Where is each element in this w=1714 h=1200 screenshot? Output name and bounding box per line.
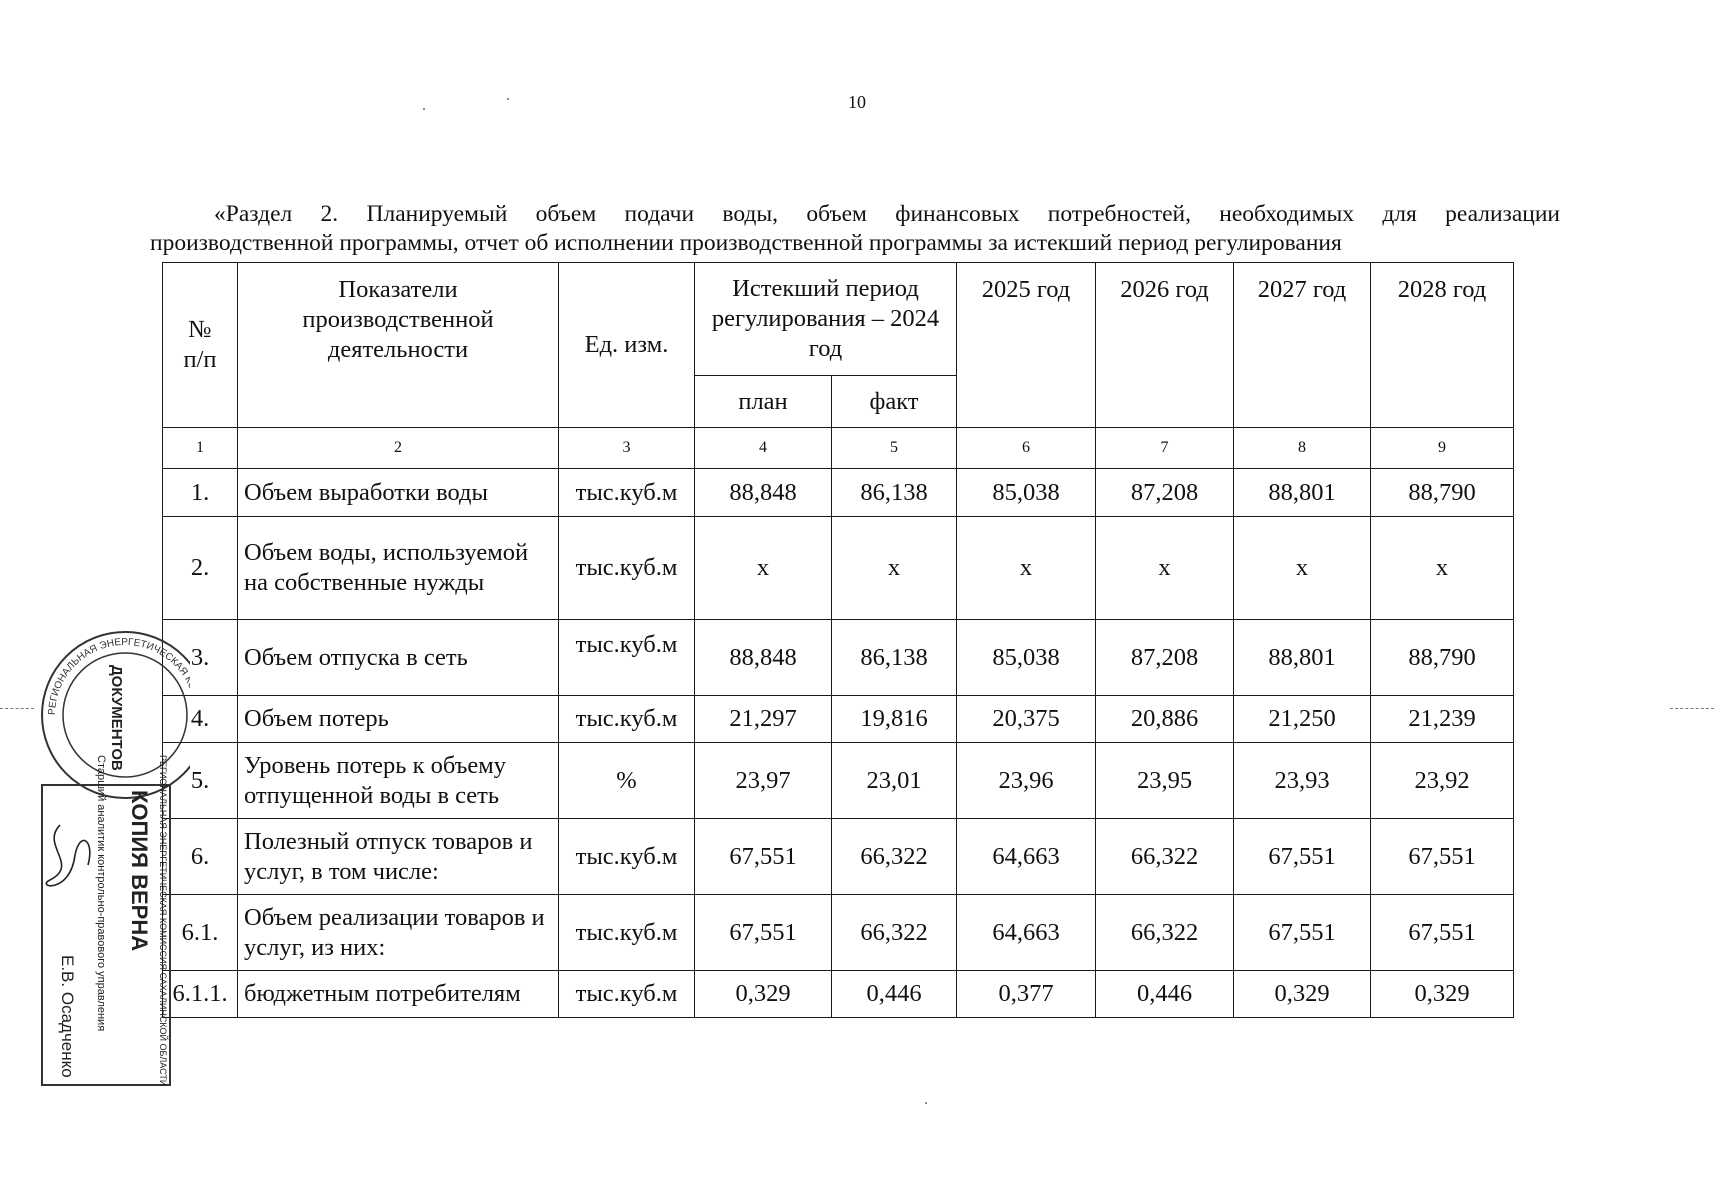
value-cell: 85,038: [957, 620, 1096, 696]
page-number: 10: [848, 92, 866, 112]
value-cell: 67,551: [1234, 819, 1371, 895]
header-year-2026: [1096, 263, 1234, 428]
value-cell: 67,551: [695, 895, 832, 971]
value-cell: 88,848: [695, 469, 832, 517]
stamp-box: [42, 785, 170, 1085]
column-number: 8: [1234, 428, 1371, 469]
value-cell: 0,329: [695, 971, 832, 1018]
value-cell: 64,663: [957, 895, 1096, 971]
row-number: 3.: [163, 620, 238, 696]
column-number: 7: [1096, 428, 1234, 469]
left-margin-dash: [0, 708, 34, 709]
value-cell: 88,801: [1234, 469, 1371, 517]
value-cell: 23,93: [1234, 743, 1371, 819]
value-cell: 87,208: [1096, 620, 1234, 696]
indicator-name: Объем реализации товаров и услуг, из них:: [238, 895, 559, 971]
value-cell: 21,297: [695, 696, 832, 743]
header-indicator-label: Показатели производственной деятельности: [302, 276, 494, 363]
indicator-name: Объем воды, используемой на собственные нужды: [238, 517, 559, 620]
scan-speck: [507, 98, 509, 100]
value-cell: 23,97: [695, 743, 832, 819]
header-unit-label: Ед. изм.: [584, 331, 669, 358]
value-cell: х: [1096, 517, 1234, 620]
value-cell: 0,446: [832, 971, 957, 1018]
value-cell: 0,329: [1234, 971, 1371, 1018]
column-number: 9: [1371, 428, 1514, 469]
header-plan: план: [695, 376, 832, 428]
column-number: 5: [832, 428, 957, 469]
table-row: [163, 743, 1514, 819]
header-period: [695, 263, 957, 376]
column-number: 1: [163, 428, 238, 469]
header-indicator: [238, 263, 559, 428]
row-number: 5.: [163, 743, 238, 819]
unit-cell: тыс.куб.м: [559, 971, 695, 1018]
value-cell: 64,663: [957, 819, 1096, 895]
handwritten-signature: [46, 825, 90, 886]
indicator-name: Полезный отпуск товаров и услуг, в том числе:: [238, 819, 559, 895]
stamp-center-text: ДОКУМЕНТОВ: [108, 665, 125, 771]
header-unit: [559, 263, 695, 428]
header-year-2028-label: 2028 год: [1397, 276, 1487, 303]
value-cell: 20,886: [1096, 696, 1234, 743]
unit-cell: тыс.куб.м: [559, 895, 695, 971]
header-year-2027-label: 2027 год: [1257, 276, 1347, 303]
value-cell: 0,377: [957, 971, 1096, 1018]
section-heading: [150, 200, 1560, 258]
table-row: [163, 620, 1514, 696]
unit-cell: тыс.куб.м: [559, 620, 695, 696]
value-cell: 23,95: [1096, 743, 1234, 819]
header-row-1: [163, 263, 1514, 376]
stamp-signer: Е.В. Осадченко: [58, 955, 77, 1078]
row-number: 1.: [163, 469, 238, 517]
column-number-row: [163, 428, 1514, 469]
value-cell: 87,208: [1096, 469, 1234, 517]
value-cell: 88,801: [1234, 620, 1371, 696]
column-number: 2: [238, 428, 559, 469]
value-cell: 88,790: [1371, 620, 1514, 696]
value-cell: 67,551: [1371, 819, 1514, 895]
header-fact: факт: [832, 376, 957, 428]
row-number: 2.: [163, 517, 238, 620]
header-num-label: № п/п: [183, 316, 217, 373]
value-cell: х: [957, 517, 1096, 620]
value-cell: 23,92: [1371, 743, 1514, 819]
table-row: [163, 469, 1514, 517]
value-cell: 19,816: [832, 696, 957, 743]
value-cell: 67,551: [1371, 895, 1514, 971]
value-cell: 66,322: [832, 819, 957, 895]
header-num: [163, 263, 238, 428]
value-cell: х: [832, 517, 957, 620]
value-cell: х: [1234, 517, 1371, 620]
table-row: [163, 517, 1514, 620]
scan-speck: [423, 108, 425, 110]
indicator-name: Уровень потерь к объему отпущенной воды в сеть: [238, 743, 559, 819]
value-cell: 66,322: [1096, 895, 1234, 971]
production-program-table: [162, 262, 1514, 1018]
header-year-2025-label: 2025 год: [981, 276, 1071, 303]
value-cell: 66,322: [1096, 819, 1234, 895]
stamp-official-title: Старший аналитик контрольно-правового управления: [95, 755, 107, 1032]
value-cell: 23,96: [957, 743, 1096, 819]
value-cell: 88,790: [1371, 469, 1514, 517]
section-heading-line-2: производственной программы, отчет об исполнении производственной программы за истекший период регулирования: [150, 230, 1342, 256]
stamp-copy-label: КОПИЯ ВЕРНА: [127, 790, 152, 952]
stamp-commission-text: РЕГИОНАЛЬНАЯ ЭНЕРГЕТИЧЕСКАЯ КОМИССИЯ САХАЛИНСКОЙ ОБЛАСТИ: [158, 755, 168, 1087]
table-row: [163, 895, 1514, 971]
value-cell: 66,322: [832, 895, 957, 971]
header-year-2026-label: 2026 год: [1120, 276, 1209, 303]
header-year-2025: [957, 263, 1096, 428]
header-year-2028: [1371, 263, 1514, 428]
value-cell: 88,848: [695, 620, 832, 696]
unit-cell: тыс.куб.м: [559, 696, 695, 743]
value-cell: х: [1371, 517, 1514, 620]
stamp-ring-text: РЕГИОНАЛЬНАЯ ЭНЕРГЕТИЧЕСКАЯ: [46, 636, 190, 716]
column-number: 6: [957, 428, 1096, 469]
header-period-label: Истекший период регулирования – 2024 год: [711, 275, 940, 362]
indicator-name: Объем выработки воды: [238, 469, 559, 517]
unit-cell: тыс.куб.м: [559, 517, 695, 620]
right-margin-dash: [1670, 708, 1714, 709]
value-cell: х: [695, 517, 832, 620]
value-cell: 0,329: [1371, 971, 1514, 1018]
value-cell: 21,250: [1234, 696, 1371, 743]
row-number: 6.1.: [163, 895, 238, 971]
scan-speck: [925, 1102, 927, 1104]
table-row: [163, 971, 1514, 1018]
unit-cell: тыс.куб.м: [559, 819, 695, 895]
indicator-name: Объем отпуска в сеть: [238, 620, 559, 696]
value-cell: 67,551: [695, 819, 832, 895]
value-cell: 86,138: [832, 469, 957, 517]
section-heading-line-1: «Раздел 2. Планируемый объем подачи воды, объем финансовых потребностей, необходимых для реализации: [214, 201, 1560, 227]
value-cell: 23,01: [832, 743, 957, 819]
indicator-name: бюджетным потребителям: [238, 971, 559, 1018]
row-number: 4.: [163, 696, 238, 743]
column-number: 3: [559, 428, 695, 469]
header-year-2027: [1234, 263, 1371, 428]
value-cell: 0,446: [1096, 971, 1234, 1018]
value-cell: 67,551: [1234, 895, 1371, 971]
row-number: 6.1.1.: [163, 971, 238, 1018]
value-cell: 21,239: [1371, 696, 1514, 743]
unit-cell: тыс.куб.м: [559, 469, 695, 517]
value-cell: 85,038: [957, 469, 1096, 517]
value-cell: 20,375: [957, 696, 1096, 743]
table-row: [163, 819, 1514, 895]
row-number: 6.: [163, 819, 238, 895]
indicator-name: Объем потерь: [238, 696, 559, 743]
unit-cell: %: [559, 743, 695, 819]
table-row: [163, 696, 1514, 743]
column-number: 4: [695, 428, 832, 469]
value-cell: 86,138: [832, 620, 957, 696]
